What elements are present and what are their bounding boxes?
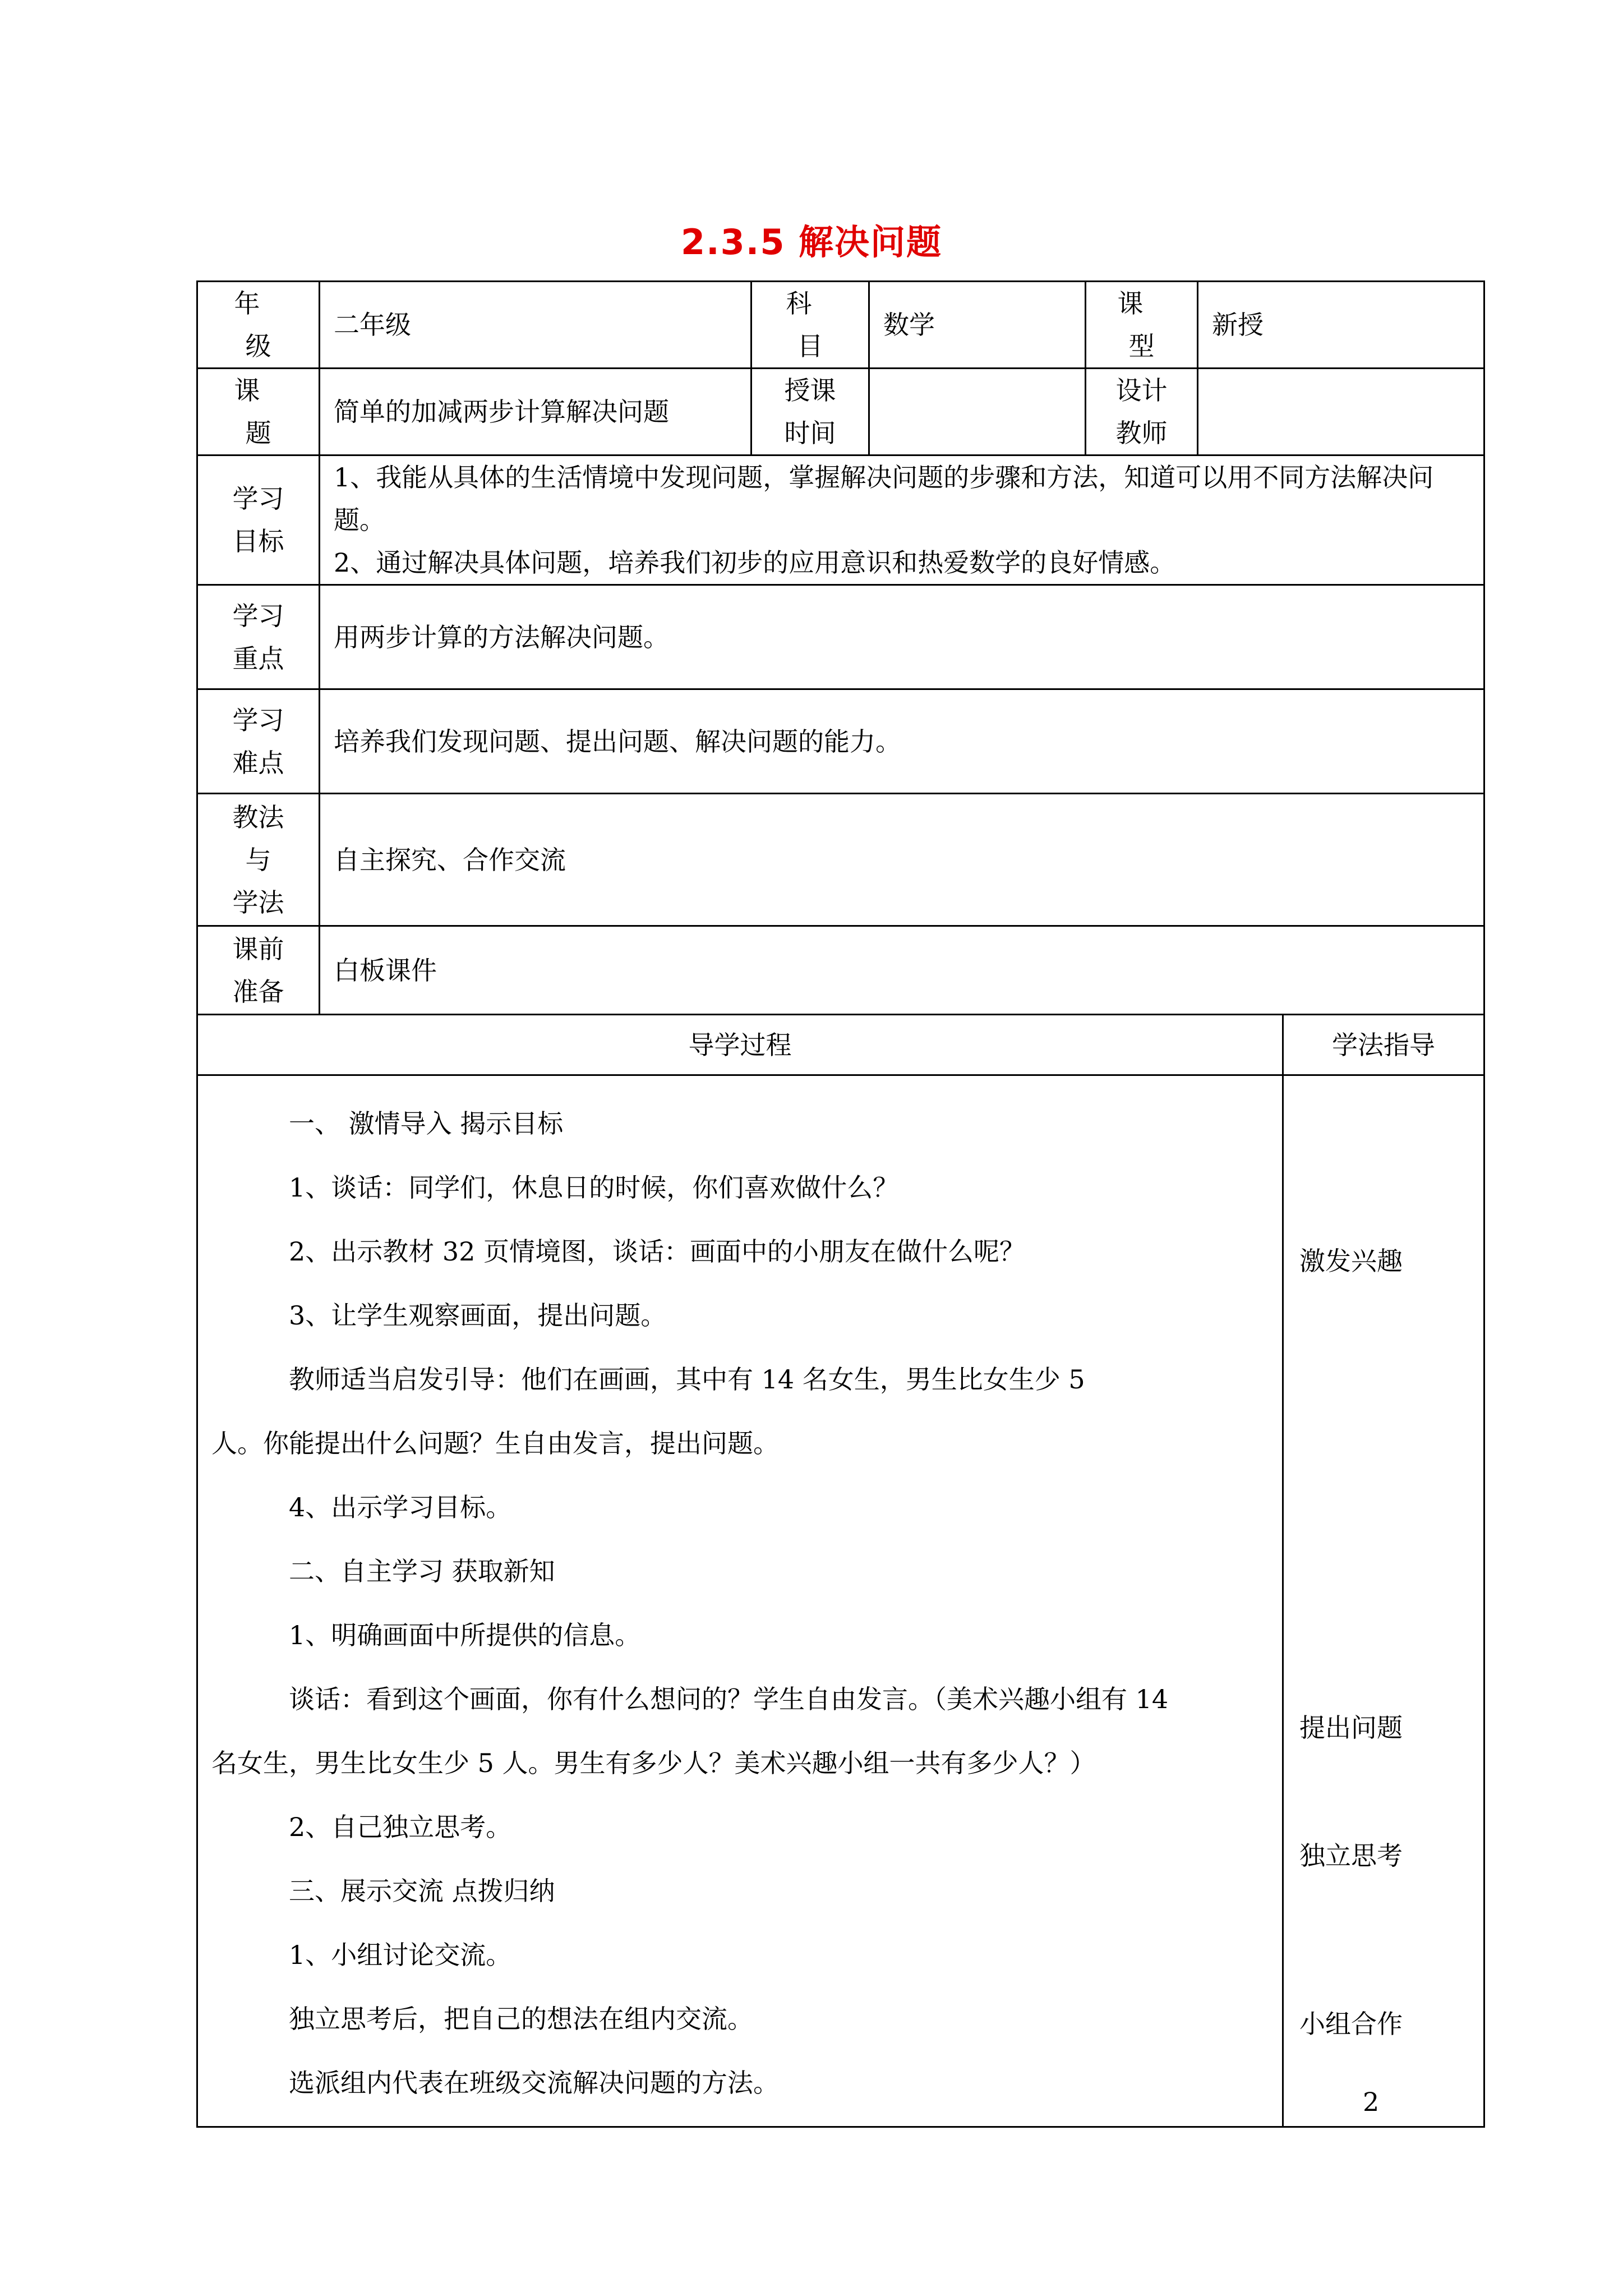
process-line: 教师适当启发引导：他们在画画，其中有 14 名女生，男生比女生少 5	[289, 1364, 1085, 1395]
process-row	[197, 1075, 1484, 2127]
topic-label: 课 题	[197, 369, 320, 455]
guide-note: 小组合作	[1299, 2009, 1403, 2039]
goals-label: 学习 目标	[197, 455, 320, 585]
process-line: 二、自主学习 获取新知	[289, 1556, 555, 1586]
guide-note: 独立思考	[1299, 1841, 1403, 1871]
process-line: 4、出示学习目标。	[289, 1492, 512, 1522]
page-title: 2.3.5 解决问题	[680, 222, 943, 263]
key-label: 学习 重点	[197, 585, 320, 689]
goal-2: 2、通过解决具体问题，培养我们初步的应用意识和热爱数学的良好情感。	[334, 547, 1176, 578]
prep-content: 白板课件	[320, 926, 1484, 1015]
type-value: 新授	[1198, 282, 1484, 369]
key-content: 用两步计算的方法解决问题。	[320, 585, 1484, 689]
info-row-2	[197, 369, 1484, 455]
process-line: 2、出示教材 32 页情境图，谈话：画面中的小朋友在做什么呢？	[289, 1236, 1026, 1267]
process-line: 1、明确画面中所提供的信息。	[289, 1620, 641, 1650]
process-line: 选派组内代表在班级交流解决问题的方法。	[289, 2068, 779, 2098]
key-row	[197, 585, 1484, 689]
goals-content	[320, 455, 1484, 585]
info-row-1	[197, 282, 1484, 369]
goal-1: 1、我能从具体的生活情境中发现问题，掌握解决问题的步骤和方法，知道可以用不同方法解决问题。	[334, 462, 1434, 535]
subject-value: 数学	[869, 282, 1086, 369]
guide-content	[1283, 1075, 1484, 2127]
topic-value: 简单的加减两步计算解决问题	[320, 369, 751, 455]
difficulty-label: 学习 难点	[197, 689, 320, 794]
process-line: 1、谈话：同学们，休息日的时候，你们喜欢做什么？	[289, 1172, 899, 1203]
process-line: 独立思考后，把自己的想法在组内交流。	[289, 2004, 753, 2034]
guide-header: 学法指导	[1283, 1015, 1484, 1075]
guide-note: 提出问题	[1299, 1713, 1403, 1743]
time-label: 授课 时间	[751, 369, 869, 455]
designer-label: 设计 教师	[1086, 369, 1198, 455]
difficulty-row	[197, 689, 1484, 794]
process-header: 导学过程	[197, 1015, 1283, 1075]
process-line: 2、自己独立思考。	[289, 1812, 512, 1842]
lesson-plan-table	[196, 280, 1485, 2128]
prep-label: 课前 准备	[197, 926, 320, 1015]
process-content	[197, 1075, 1283, 2127]
guide-note: 激发兴趣	[1299, 1246, 1403, 1276]
time-value	[869, 369, 1086, 455]
grade-value: 二年级	[320, 282, 751, 369]
goals-row	[197, 455, 1484, 585]
prep-row	[197, 926, 1484, 1015]
designer-value	[1198, 369, 1484, 455]
method-row	[197, 794, 1484, 926]
process-line: 人。你能提出什么问题？生自由发言，提出问题。	[211, 1428, 779, 1458]
page-number: 2	[1363, 2087, 1380, 2117]
process-line: 一、 激情导入 揭示目标	[289, 1108, 564, 1139]
process-header-row	[197, 1015, 1484, 1075]
process-line: 1、小组讨论交流。	[289, 1940, 512, 1970]
difficulty-content: 培养我们发现问题、提出问题、解决问题的能力。	[320, 689, 1484, 794]
process-line: 谈话：看到这个画面，你有什么想问的？学生自由发言。（美术兴趣小组有 14	[289, 1684, 1169, 1714]
grade-label: 年 级	[197, 282, 320, 369]
method-content: 自主探究、合作交流	[320, 794, 1484, 926]
process-line: 3、让学生观察画面，提出问题。	[289, 1300, 667, 1331]
method-label: 教法 与 学法	[197, 794, 320, 926]
subject-label: 科 目	[751, 282, 869, 369]
process-line: 三、展示交流 点拨归纳	[289, 1876, 555, 1906]
process-line: 名女生，男生比女生少 5 人。男生有多少人？美术兴趣小组一共有多少人？）	[211, 1748, 1096, 1778]
type-label: 课 型	[1086, 282, 1198, 369]
